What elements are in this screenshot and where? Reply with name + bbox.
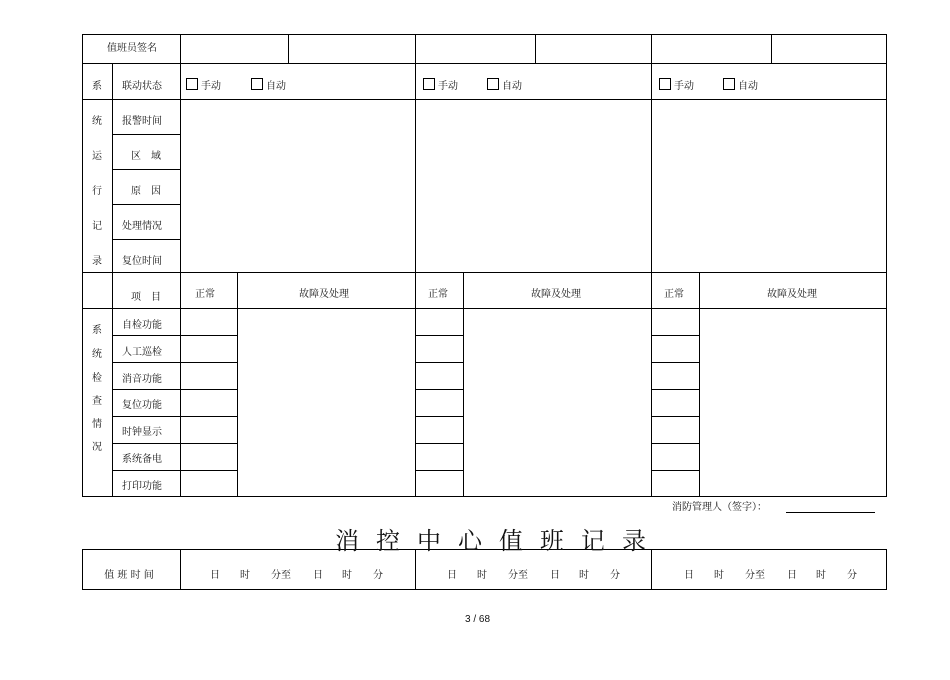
grid-line: [82, 589, 886, 590]
checkbox-icon: [186, 78, 198, 90]
checkbox-icon: [487, 78, 499, 90]
duty-time-min-end-shift3: 分: [847, 570, 857, 581]
grid-line: [82, 549, 83, 590]
grid-line: [180, 549, 181, 590]
checkbox-icon: [423, 78, 435, 90]
grid-line: [112, 335, 237, 336]
check-item-manual-patrol: 人工巡检: [122, 347, 162, 358]
auto-checkbox-shift2[interactable]: 自动: [487, 78, 522, 93]
checkbox-icon: [659, 78, 671, 90]
duty-time-hour-end-shift1: 时: [342, 570, 352, 581]
check-section-char: 检: [92, 373, 102, 384]
row-label-handling: 处理情况: [122, 221, 162, 232]
grid-line: [112, 134, 180, 135]
grid-line: [112, 389, 237, 390]
duty-sign-label: 值班员签名: [107, 43, 157, 54]
page-title: 消控中心值班记录: [335, 527, 663, 555]
manual-checkbox-shift3[interactable]: 手动: [659, 78, 694, 93]
check-section-char: 情: [92, 419, 102, 430]
duty-sign-cell-shift1-b[interactable]: [289, 35, 414, 63]
fault-header-shift2: 故障及处理: [531, 289, 581, 300]
manual-checkbox-shift1[interactable]: 手动: [186, 78, 221, 93]
duty-time-hour-start-shift2: 时: [477, 570, 487, 581]
grid-line: [82, 63, 886, 64]
row-label-alarm-time: 报警时间: [122, 116, 162, 127]
duty-sign-cell-shift1-a[interactable]: [181, 35, 287, 63]
run-section-char: 系: [92, 81, 102, 92]
duty-time-label: 值 班 时 间: [104, 570, 154, 581]
duty-time-hour-start-shift3: 时: [714, 570, 724, 581]
duty-time-min-end-shift1: 分: [373, 570, 383, 581]
grid-line: [415, 416, 463, 417]
row-label-linkage-status: 联动状态: [122, 81, 162, 92]
manual-checkbox-shift2[interactable]: 手动: [423, 78, 458, 93]
check-section-char: 统: [92, 349, 102, 360]
checkbox-icon: [723, 78, 735, 90]
run-section-char: 统: [92, 116, 102, 127]
check-section-char: 况: [92, 442, 102, 453]
duty-time-hour-end-shift3: 时: [816, 570, 826, 581]
grid-line: [415, 335, 463, 336]
run-section-char: 运: [92, 151, 102, 162]
fault-handling-area-shift1[interactable]: [238, 309, 414, 495]
grid-line: [82, 272, 886, 273]
grid-line: [886, 549, 887, 590]
grid-line: [651, 362, 699, 363]
fault-handling-area-shift3[interactable]: [700, 309, 884, 495]
grid-line: [112, 443, 237, 444]
run-section-char: 记: [92, 221, 102, 232]
run-record-area-shift3[interactable]: [652, 100, 884, 272]
fault-header-shift1: 故障及处理: [299, 289, 349, 300]
duty-sign-cell-shift2-a[interactable]: [416, 35, 534, 63]
check-section-char: 查: [92, 396, 102, 407]
grid-line: [112, 204, 180, 205]
duty-sign-cell-shift2-b[interactable]: [536, 35, 650, 63]
run-section-char: 行: [92, 186, 102, 197]
run-record-area-shift1[interactable]: [181, 100, 414, 272]
row-label-cause: 原 因: [131, 186, 161, 197]
duty-time-min-to-shift2: 分至: [508, 570, 528, 581]
grid-line: [112, 239, 180, 240]
grid-line: [82, 496, 886, 497]
duty-time-min-end-shift2: 分: [610, 570, 620, 581]
grid-line: [112, 416, 237, 417]
auto-checkbox-shift3[interactable]: 自动: [723, 78, 758, 93]
check-item-self-test: 自检功能: [122, 320, 162, 331]
manager-sign-label: 消防管理人（签字）：: [672, 502, 767, 513]
item-header: 项 目: [131, 292, 161, 303]
grid-line: [415, 443, 463, 444]
grid-line: [886, 34, 887, 497]
duty-time-day-end-shift1: 日: [313, 570, 323, 581]
duty-time-day-end-shift3: 日: [787, 570, 797, 581]
duty-time-min-to-shift1: 分至: [271, 570, 291, 581]
normal-header-shift1: 正常: [195, 289, 215, 300]
grid-line: [651, 443, 699, 444]
auto-checkbox-shift1[interactable]: 自动: [251, 78, 286, 93]
grid-line: [112, 169, 180, 170]
grid-line: [651, 335, 699, 336]
grid-line: [651, 389, 699, 390]
duty-time-hour-start-shift1: 时: [240, 570, 250, 581]
duty-time-day-start-shift2: 日: [447, 570, 457, 581]
grid-line: [112, 63, 113, 497]
grid-line: [112, 470, 237, 471]
duty-sign-cell-shift3-a[interactable]: [652, 35, 770, 63]
duty-time-min-to-shift3: 分至: [745, 570, 765, 581]
check-item-backup-power: 系统备电: [122, 454, 162, 465]
duty-time-day-end-shift2: 日: [550, 570, 560, 581]
duty-time-hour-end-shift2: 时: [579, 570, 589, 581]
normal-header-shift2: 正常: [428, 289, 448, 300]
grid-line: [82, 34, 83, 497]
fault-header-shift3: 故障及处理: [767, 289, 817, 300]
page-number: 3 / 68: [465, 614, 491, 625]
grid-line: [112, 362, 237, 363]
grid-line: [415, 470, 463, 471]
fault-handling-area-shift2[interactable]: [464, 309, 650, 495]
check-item-clock-display: 时钟显示: [122, 427, 162, 438]
grid-line: [415, 389, 463, 390]
checkbox-icon: [251, 78, 263, 90]
duty-sign-cell-shift3-b[interactable]: [772, 35, 884, 63]
manager-sign-line[interactable]: [786, 499, 875, 513]
check-item-reset: 复位功能: [122, 400, 162, 411]
run-record-area-shift2[interactable]: [416, 100, 650, 272]
check-item-printing: 打印功能: [122, 481, 162, 492]
grid-line: [415, 362, 463, 363]
check-section-char: 系: [92, 325, 102, 336]
normal-header-shift3: 正常: [664, 289, 684, 300]
row-label-zone: 区 域: [131, 151, 161, 162]
grid-line: [651, 470, 699, 471]
duty-time-day-start-shift3: 日: [684, 570, 694, 581]
grid-line: [651, 416, 699, 417]
duty-time-day-start-shift1: 日: [210, 570, 220, 581]
check-item-silence: 消音功能: [122, 374, 162, 385]
run-section-char: 录: [92, 256, 102, 267]
row-label-reset-time: 复位时间: [122, 256, 162, 267]
